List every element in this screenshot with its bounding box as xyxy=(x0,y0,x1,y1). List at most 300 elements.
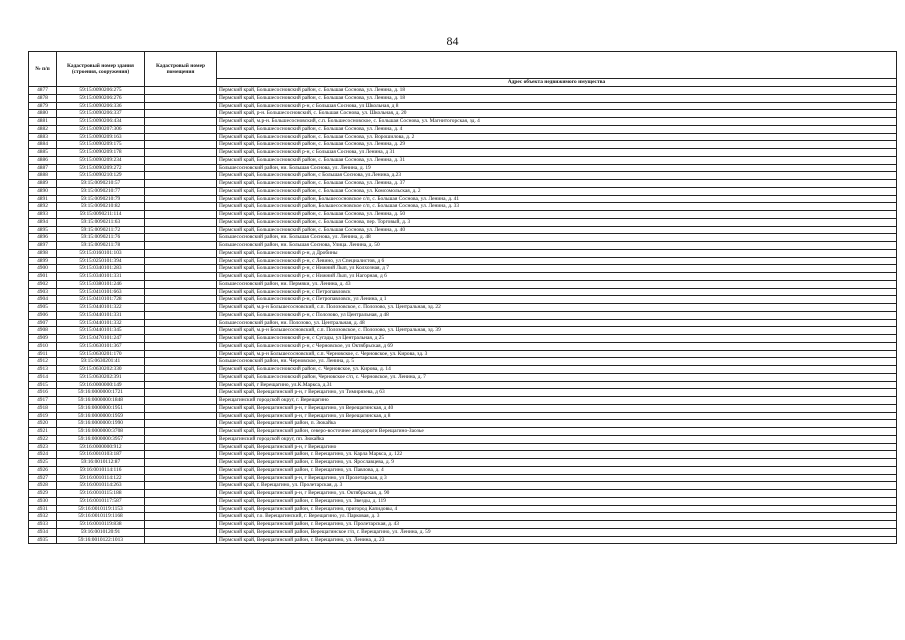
row-room-number xyxy=(145,459,217,467)
row-number: 4903 xyxy=(29,288,57,296)
row-room-number xyxy=(145,327,217,335)
row-cadastral-number: 59:15:0410101:663 xyxy=(57,288,145,296)
row-cadastral-number: 59:15:0340101:283 xyxy=(57,265,145,273)
row-address: Пермский край, Большесосновский район, с. Большая Соснова, ул. Ленина, д. 40 xyxy=(217,226,897,234)
row-room-number xyxy=(145,249,217,257)
row-room-number xyxy=(145,234,217,242)
row-number: 4926 xyxy=(29,466,57,474)
table-body xyxy=(29,87,897,544)
table-row xyxy=(29,373,897,381)
table-row xyxy=(29,102,897,110)
table-row xyxy=(29,87,897,95)
row-number: 4900 xyxy=(29,265,57,273)
row-number: 4907 xyxy=(29,319,57,327)
row-address: Пермский край, Большесосновский район, с. Большая Соснова, ул. Ленина, д. 18 xyxy=(217,94,897,102)
row-room-number xyxy=(145,296,217,304)
row-room-number xyxy=(145,288,217,296)
row-cadastral-number: 59:16:0010114:263 xyxy=(57,482,145,490)
row-number: 4930 xyxy=(29,497,57,505)
row-number: 4911 xyxy=(29,350,57,358)
row-address: Пермский край, Большесосновский р-н, с Петропавловск xyxy=(217,288,897,296)
row-number: 4928 xyxy=(29,482,57,490)
table-row xyxy=(29,203,897,211)
table-row xyxy=(29,466,897,474)
row-address: Пермский край, г Верещагино, ул.К.Маркса, д.31 xyxy=(217,381,897,389)
row-room-number xyxy=(145,149,217,157)
row-address: Пермский край, Верещагинский район, п. Зюкайка xyxy=(217,420,897,428)
row-address: Пермский край, Большесосновский район, с. Большая Соснова, ул. Ленина, д. 18 xyxy=(217,87,897,95)
row-cadastral-number: 59:15:0090209:272 xyxy=(57,164,145,172)
row-room-number xyxy=(145,381,217,389)
table-row xyxy=(29,358,897,366)
row-room-number xyxy=(145,451,217,459)
row-address: Пермский край, Верещагинский район, г. Верещагино, пригород Капидовы, 4 xyxy=(217,505,897,513)
row-address: Пермский край, Большесосновский район, с. Большая Соснова, ул. Ленина, д. 37 xyxy=(217,180,897,188)
row-room-number xyxy=(145,528,217,536)
row-cadastral-number: 59:16:0000000:1848 xyxy=(57,397,145,405)
row-room-number xyxy=(145,226,217,234)
row-number: 4935 xyxy=(29,536,57,544)
row-number: 4897 xyxy=(29,242,57,250)
table-row xyxy=(29,482,897,490)
table-row xyxy=(29,381,897,389)
table-row xyxy=(29,505,897,513)
row-room-number xyxy=(145,404,217,412)
row-room-number xyxy=(145,311,217,319)
row-address: Пермский край, Большесосновский район, с. Большая Соснова, ул. Ленина, д. 29 xyxy=(217,141,897,149)
row-address: Пермский край, Верещагинский район, г. Верещагино, ул. Пролетарская, д. 43 xyxy=(217,521,897,529)
row-cadastral-number: 59:15:0090210:79 xyxy=(57,195,145,203)
row-number: 4893 xyxy=(29,211,57,219)
row-number: 4888 xyxy=(29,172,57,180)
row-address: Пермский край, Большесосновский р-н, д Дробины xyxy=(217,249,897,257)
row-number: 4909 xyxy=(29,335,57,343)
row-number: 4929 xyxy=(29,490,57,498)
table-row xyxy=(29,156,897,164)
row-number: 4889 xyxy=(29,180,57,188)
row-cadastral-number: 59:15:0090206:337 xyxy=(57,110,145,118)
row-address: Пермский край, м.р-н. Большесосновский, с.п. Большесосновское, с. Большая Соснова, ул. Магнитогорская, зд. 4 xyxy=(217,118,897,126)
row-number: 4908 xyxy=(29,327,57,335)
row-room-number xyxy=(145,280,217,288)
row-number: 4880 xyxy=(29,110,57,118)
row-address: Пермский край, Верещагинский р-н, г Верещагино, ул. Октябрьская, д. 90 xyxy=(217,490,897,498)
table-row xyxy=(29,428,897,436)
row-cadastral-number: 59:15:0090211:78 xyxy=(57,242,145,250)
row-room-number xyxy=(145,180,217,188)
row-address: Большесосновский район, ни. Большая Соснова, ул. Ленина, д. 19 xyxy=(217,164,897,172)
table-row xyxy=(29,280,897,288)
row-cadastral-number: 59:15:0090206:434 xyxy=(57,118,145,126)
row-address: Пермский край, г. Верещагино, ул. Пролетарская, д. 3 xyxy=(217,482,897,490)
row-number: 4914 xyxy=(29,373,57,381)
row-cadastral-number: 59:15:0440101:322 xyxy=(57,304,145,312)
row-cadastral-number: 59:15:0410101:728 xyxy=(57,296,145,304)
row-room-number xyxy=(145,373,217,381)
row-number: 4878 xyxy=(29,94,57,102)
row-cadastral-number: 59:16:0000000:1721 xyxy=(57,389,145,397)
table-row xyxy=(29,327,897,335)
row-address: Пермский край, Верещагинский район, г. Верещагино, ул. Карла Маркса, д. 122 xyxy=(217,451,897,459)
row-cadastral-number: 59:15:0440101:331 xyxy=(57,311,145,319)
table-row xyxy=(29,366,897,374)
table-row xyxy=(29,125,897,133)
row-number: 4884 xyxy=(29,141,57,149)
row-address: Пермский край, Большесосновский район, с. Большая Соснова, ул. Ленина, д. 31 xyxy=(217,156,897,164)
row-number: 4916 xyxy=(29,389,57,397)
row-address: Пермский край, Верещагинский р-н, г Верещагино, ул Верещагинская, д 40 xyxy=(217,404,897,412)
row-room-number xyxy=(145,141,217,149)
row-number: 4912 xyxy=(29,358,57,366)
table-row xyxy=(29,273,897,281)
table-row xyxy=(29,521,897,529)
row-cadastral-number: 59:15:0090210:57 xyxy=(57,180,145,188)
row-number: 4898 xyxy=(29,249,57,257)
row-address: Пермский край, Верещагинский район, г. Верещагино, ул. Ленина, д. 23 xyxy=(217,536,897,544)
table-row xyxy=(29,118,897,126)
table-row xyxy=(29,420,897,428)
row-number: 4883 xyxy=(29,133,57,141)
row-cadastral-number: 59:16:0010120:91 xyxy=(57,528,145,536)
table-row xyxy=(29,490,897,498)
row-address: Большесосновский район, ни. Пермяки, ул. Ленина, д. 43 xyxy=(217,280,897,288)
row-room-number xyxy=(145,443,217,451)
row-cadastral-number: 59:15:0090207:306 xyxy=(57,125,145,133)
table-row xyxy=(29,141,897,149)
row-room-number xyxy=(145,366,217,374)
row-number: 4885 xyxy=(29,149,57,157)
row-number: 4896 xyxy=(29,234,57,242)
row-room-number xyxy=(145,350,217,358)
row-cadastral-number: 59:15:0340101:331 xyxy=(57,273,145,281)
row-address: Пермский край, Большесосновский район, с. Большая Соснова, ул. Комсомольская, д. 2 xyxy=(217,187,897,195)
row-number: 4934 xyxy=(29,528,57,536)
row-number: 4925 xyxy=(29,459,57,467)
row-room-number xyxy=(145,342,217,350)
row-cadastral-number: 59:16:0010112:87 xyxy=(57,459,145,467)
row-room-number xyxy=(145,389,217,397)
row-number: 4877 xyxy=(29,87,57,95)
row-room-number xyxy=(145,218,217,226)
row-room-number xyxy=(145,211,217,219)
row-number: 4915 xyxy=(29,381,57,389)
table-row xyxy=(29,513,897,521)
row-number: 4879 xyxy=(29,102,57,110)
table-row xyxy=(29,412,897,420)
page-number: 84 xyxy=(446,34,459,48)
row-number: 4904 xyxy=(29,296,57,304)
row-number: 4910 xyxy=(29,342,57,350)
header-room: Кадастровый номер помещения xyxy=(145,52,217,87)
row-room-number xyxy=(145,102,217,110)
table-row xyxy=(29,195,897,203)
row-address: Пермский край, Верещагинский район, г. Верещагино, ул. Павлова, д. 4 xyxy=(217,466,897,474)
row-number: 4931 xyxy=(29,505,57,513)
header-cadastral: Кадастровый номер здания (строения, сооружения) xyxy=(57,52,145,87)
row-cadastral-number: 59:15:0090211:63 xyxy=(57,218,145,226)
row-room-number xyxy=(145,125,217,133)
row-room-number xyxy=(145,536,217,544)
row-room-number xyxy=(145,265,217,273)
row-number: 4933 xyxy=(29,521,57,529)
row-cadastral-number: 59:15:0440101:332 xyxy=(57,319,145,327)
row-cadastral-number: 59:15:0440101:345 xyxy=(57,327,145,335)
table-row xyxy=(29,397,897,405)
row-address: Пермский край, м.р-н Большесосновский, с.п. Полозовское, с. Полозово, ул. Центральная, зд. 39 xyxy=(217,327,897,335)
row-number: 4919 xyxy=(29,412,57,420)
row-cadastral-number: 59:15:0090210:129 xyxy=(57,172,145,180)
row-number: 4891 xyxy=(29,195,57,203)
row-number: 4890 xyxy=(29,187,57,195)
row-number: 4927 xyxy=(29,474,57,482)
row-cadastral-number: 59:16:0000000:3957 xyxy=(57,435,145,443)
row-cadastral-number: 59:16:0010115:188 xyxy=(57,490,145,498)
row-number: 4887 xyxy=(29,164,57,172)
row-address: Верещагинский городской округ, пп. Зюкайка xyxy=(217,435,897,443)
header-address: Адрес объекта недвижимого имущества xyxy=(217,79,897,87)
row-cadastral-number: 59:15:0630202:391 xyxy=(57,373,145,381)
row-number: 4886 xyxy=(29,156,57,164)
row-number: 4920 xyxy=(29,420,57,428)
row-cadastral-number: 59:16:0010119:1153 xyxy=(57,505,145,513)
table-row xyxy=(29,304,897,312)
row-number: 4917 xyxy=(29,397,57,405)
row-number: 4892 xyxy=(29,203,57,211)
row-cadastral-number: 59:16:0010119:1168 xyxy=(57,513,145,521)
row-number: 4882 xyxy=(29,125,57,133)
row-room-number xyxy=(145,273,217,281)
row-room-number xyxy=(145,164,217,172)
row-cadastral-number: 59:15:0470101:247 xyxy=(57,335,145,343)
row-cadastral-number: 59:15:0090211:72 xyxy=(57,226,145,234)
row-cadastral-number: 59:15:0630201:41 xyxy=(57,358,145,366)
table-row xyxy=(29,528,897,536)
table-row xyxy=(29,451,897,459)
row-room-number xyxy=(145,94,217,102)
table-row xyxy=(29,249,897,257)
row-room-number xyxy=(145,257,217,265)
row-cadastral-number: 59:15:0090210:82 xyxy=(57,203,145,211)
row-address: Пермский край, Большесосновский район, Черновское с/п, с. Черновское, ул. Ленина, д. 7 xyxy=(217,373,897,381)
row-number: 4924 xyxy=(29,451,57,459)
row-cadastral-number: 59:15:0630201:170 xyxy=(57,350,145,358)
row-address: Пермский край, Большесосновский район, с. Большая Соснова, ул. Ленина, д. 50 xyxy=(217,211,897,219)
row-room-number xyxy=(145,397,217,405)
row-room-number xyxy=(145,513,217,521)
row-cadastral-number: 59:16:0010117:587 xyxy=(57,497,145,505)
row-address: Пермский край, Верещагинский р-н, г Верещагино, ул Тимирязева, д 63 xyxy=(217,389,897,397)
row-address: Пермский край, Большесосновский р-н, с Большая Соснова, ул Ленина, д 31 xyxy=(217,149,897,157)
row-cadastral-number: 59:15:0090211:76 xyxy=(57,234,145,242)
row-address: Пермский край, Верещагинский район, Верещагинское г/п, г. Верещагино, ул. Ленина, д. 59 xyxy=(217,528,897,536)
row-address: Пермский край, Большесосновский район, с. Большая Соснова, ул. Ворошилова, д. 2 xyxy=(217,133,897,141)
row-cadastral-number: 59:16:0000000:912 xyxy=(57,443,145,451)
row-number: 4881 xyxy=(29,118,57,126)
row-address: Большесосновский район, ни. Черновское, ул. Ленина, д. 5 xyxy=(217,358,897,366)
row-room-number xyxy=(145,203,217,211)
row-room-number xyxy=(145,466,217,474)
row-room-number xyxy=(145,505,217,513)
row-cadastral-number: 59:16:0010122:1013 xyxy=(57,536,145,544)
row-address: Пермский край, Верещагинский район, г. Верещагино, ул. Ярославцева, д. 9 xyxy=(217,459,897,467)
row-number: 4902 xyxy=(29,280,57,288)
header-num: № п/п xyxy=(29,52,57,87)
table-row xyxy=(29,257,897,265)
table-row xyxy=(29,218,897,226)
table-row xyxy=(29,133,897,141)
row-cadastral-number: 59:16:0000000:149 xyxy=(57,381,145,389)
row-address: Пермский край, Большесосновский р-н, с Нижний Лып, ул Колхозная, д 7 xyxy=(217,265,897,273)
row-cadastral-number: 59:15:0090206:275 xyxy=(57,87,145,95)
row-number: 4913 xyxy=(29,366,57,374)
row-cadastral-number: 59:15:0090206:336 xyxy=(57,102,145,110)
row-room-number xyxy=(145,474,217,482)
row-cadastral-number: 59:15:0090209:163 xyxy=(57,133,145,141)
row-room-number xyxy=(145,156,217,164)
table-row xyxy=(29,149,897,157)
row-room-number xyxy=(145,133,217,141)
table-row xyxy=(29,350,897,358)
row-cadastral-number: 59:16:0000000:1951 xyxy=(57,404,145,412)
row-room-number xyxy=(145,420,217,428)
row-cadastral-number: 59:15:0250101:394 xyxy=(57,257,145,265)
row-cadastral-number: 59:16:0000000:3708 xyxy=(57,428,145,436)
row-address: Пермский край, Большесосновский р-н, с Большая Соснова, ул Школьная, д 8 xyxy=(217,102,897,110)
table-row xyxy=(29,94,897,102)
row-address: Пермский край, р-н. Большесосновский, с. Большая Соснова, ул. Школьная, д. 20 xyxy=(217,110,897,118)
row-cadastral-number: 59:15:0090211:114 xyxy=(57,211,145,219)
table-row xyxy=(29,265,897,273)
row-address: Пермский край, Большесосновский р-н, с Нижний Лып, ул Нагорная, д 6 xyxy=(217,273,897,281)
row-address: Большесосновский район, ни. Большая Соснова, ул. Ленина, д. 48 xyxy=(217,234,897,242)
row-room-number xyxy=(145,490,217,498)
table-row xyxy=(29,172,897,180)
table-row xyxy=(29,180,897,188)
row-address: Пермский край, Большесосновский р-н, с Петропавловск, ул Ленина, д 1 xyxy=(217,296,897,304)
table-row xyxy=(29,319,897,327)
row-number: 4918 xyxy=(29,404,57,412)
row-cadastral-number: 59:16:0010103:187 xyxy=(57,451,145,459)
row-cadastral-number: 59:15:0090206:276 xyxy=(57,94,145,102)
table-row xyxy=(29,242,897,250)
row-room-number xyxy=(145,335,217,343)
row-address: Пермский край, г.о. Верещагинский, г. Верещагино, ул. Парковая, д. 3 xyxy=(217,513,897,521)
row-room-number xyxy=(145,428,217,436)
row-address: Пермский край, м.р-н Большесосновский, с.п. Черновское, с. Черновское, ул. Кирова, зд. 3 xyxy=(217,350,897,358)
row-number: 4905 xyxy=(29,304,57,312)
row-number: 4895 xyxy=(29,226,57,234)
row-address: Пермский край, Верещагинский район, северо-восточнее автодороги Верещагино-Заозье xyxy=(217,428,897,436)
table-row xyxy=(29,389,897,397)
row-number: 4906 xyxy=(29,311,57,319)
table-row xyxy=(29,474,897,482)
row-address: Пермский край, Большесосновский район, Большесосновское с/п, с. Большая Соснова, ул. Ленина, д. 33 xyxy=(217,203,897,211)
table-row xyxy=(29,443,897,451)
row-number: 4921 xyxy=(29,428,57,436)
row-number: 4894 xyxy=(29,218,57,226)
row-address: Большесосновский район, ни. Полозово, ул. Центральная, д. 48 xyxy=(217,319,897,327)
row-cadastral-number: 59:15:0160101:103 xyxy=(57,249,145,257)
row-cadastral-number: 59:15:0090209:178 xyxy=(57,149,145,157)
property-table xyxy=(28,51,897,544)
row-room-number xyxy=(145,87,217,95)
row-number: 4901 xyxy=(29,273,57,281)
table-row xyxy=(29,288,897,296)
row-room-number xyxy=(145,118,217,126)
row-address: Пермский край, Верещагинский р-н, г Верещагино xyxy=(217,443,897,451)
row-address: Верещагинский городской округ, г. Верещагино xyxy=(217,397,897,405)
row-cadastral-number: 59:15:0090209:175 xyxy=(57,141,145,149)
row-room-number xyxy=(145,319,217,327)
row-address: Пермский край, Верещагинский р-н, г Верещагино, ул Пролетарская, д 3 xyxy=(217,474,897,482)
table-row xyxy=(29,164,897,172)
row-room-number xyxy=(145,110,217,118)
row-cadastral-number: 59:16:0000000:1959 xyxy=(57,412,145,420)
row-cadastral-number: 59:16:0010114:122 xyxy=(57,474,145,482)
row-address: Пермский край, Большесосновский р-н, с Черновское, ул Октябрьская, д 69 xyxy=(217,342,897,350)
table-row xyxy=(29,296,897,304)
row-number: 4922 xyxy=(29,435,57,443)
row-cadastral-number: 59:15:0380101:246 xyxy=(57,280,145,288)
row-room-number xyxy=(145,412,217,420)
row-cadastral-number: 59:15:0090209:234 xyxy=(57,156,145,164)
row-number: 4923 xyxy=(29,443,57,451)
table-row xyxy=(29,311,897,319)
table-row xyxy=(29,234,897,242)
row-address: Пермский край, Большесосновский р-н, с Сугады, ул Центральная, д 25 xyxy=(217,335,897,343)
row-room-number xyxy=(145,187,217,195)
table-row xyxy=(29,211,897,219)
row-address: Пермский край, Большесосновский район, с. Большая Соснова, пер. Торговый, д. 3 xyxy=(217,218,897,226)
row-address: Пермский край, Верещагинский район, г. Верещагино, ул. Звезды, д. 119 xyxy=(217,497,897,505)
table-row xyxy=(29,342,897,350)
row-address: Пермский край, Большесосновский район, Большесосновское с/п, с. Большая Соснова, ул. Ленина, д. 41 xyxy=(217,195,897,203)
row-number: 4899 xyxy=(29,257,57,265)
row-cadastral-number: 59:15:0630202:330 xyxy=(57,366,145,374)
row-room-number xyxy=(145,521,217,529)
row-cadastral-number: 59:15:0630101:367 xyxy=(57,342,145,350)
table-row xyxy=(29,187,897,195)
row-address: Пермский край, м.р-н Большесосновский, с.п. Полозовское, с. Полозово, ул. Центральная, зд. 22 xyxy=(217,304,897,312)
row-room-number xyxy=(145,358,217,366)
row-address: Пермский край, Большесосновский р-н, с Полозово, ул Центральная, д 48 xyxy=(217,311,897,319)
row-cadastral-number: 59:16:0000000:1990 xyxy=(57,420,145,428)
table-row xyxy=(29,536,897,544)
row-address: Пермский край, Большесосновский район, с Большая Соснова, ул.Ленина, д.23 xyxy=(217,172,897,180)
row-room-number xyxy=(145,242,217,250)
row-address: Пермский край, Большесосновский район, с. Черновское, ул. Кирова, д. 14 xyxy=(217,366,897,374)
row-address: Пермский край, Большесосновский район, с. Большая Соснова, ул. Ленина, д. 4 xyxy=(217,125,897,133)
table-row xyxy=(29,335,897,343)
row-room-number xyxy=(145,304,217,312)
table-row xyxy=(29,497,897,505)
row-cadastral-number: 59:16:0010119:838 xyxy=(57,521,145,529)
row-address: Пермский край, Большесосновский р-н, с Левино, ул Специалистов, д 6 xyxy=(217,257,897,265)
row-address: Пермский край, Верещагинский р-н, г Верещагино, ул Верещагинская, д 8 xyxy=(217,412,897,420)
table-row xyxy=(29,459,897,467)
table-row xyxy=(29,435,897,443)
table-row xyxy=(29,404,897,412)
row-room-number xyxy=(145,482,217,490)
row-cadastral-number: 59:16:0010114:116 xyxy=(57,466,145,474)
row-cadastral-number: 59:15:0090210:77 xyxy=(57,187,145,195)
row-room-number xyxy=(145,195,217,203)
row-address: Большесосновский район, ни. Большая Соснова, Улица. Ленина, д. 50 xyxy=(217,242,897,250)
row-room-number xyxy=(145,172,217,180)
row-number: 4932 xyxy=(29,513,57,521)
row-room-number xyxy=(145,435,217,443)
table-row xyxy=(29,226,897,234)
